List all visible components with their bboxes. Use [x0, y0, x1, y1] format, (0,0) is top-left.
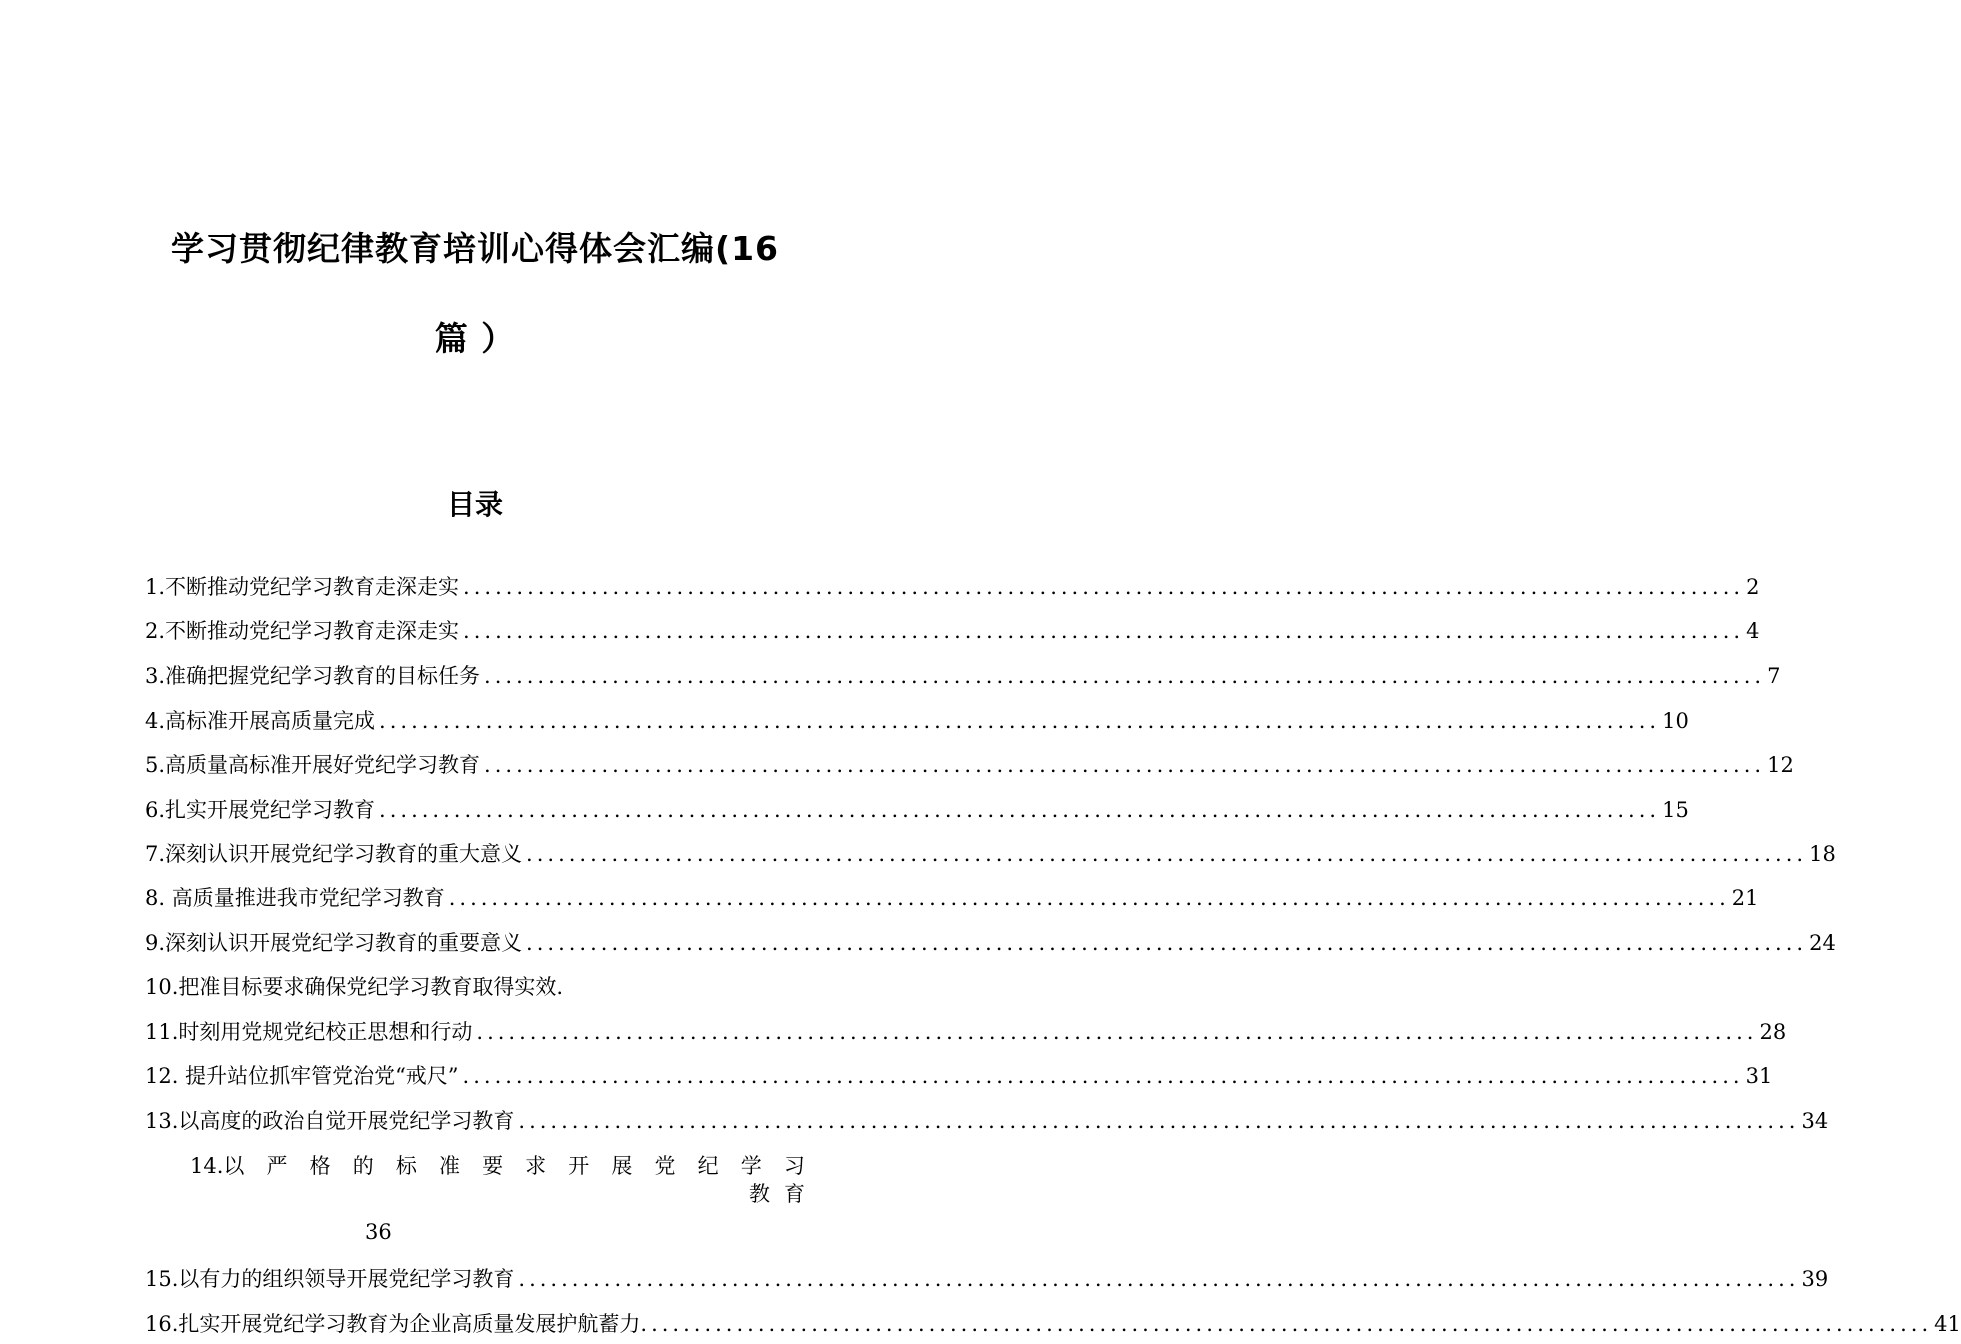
toc-leader-dots: ........................................................................................................................: [379, 709, 1661, 733]
toc-entry-label: 8. 高质量推进我市党纪学习教育: [145, 886, 445, 910]
toc-entry-14-word: 求: [525, 1154, 547, 1178]
toc-entry-14-word: 纪: [697, 1154, 719, 1178]
toc-leader-dots: ........................................................................................................................: [518, 1109, 1800, 1133]
toc-entry-page: 28: [1759, 1020, 1787, 1044]
toc-entry-14-word: 严: [266, 1154, 288, 1178]
toc-entry-label: 4.高标准开展高质量完成: [145, 709, 376, 733]
toc-entry-page: 12: [1767, 753, 1794, 777]
toc-entry-page: 10: [1662, 709, 1689, 733]
document-title-line2: 篇 ）: [434, 319, 516, 358]
toc-entry-label: 16.扎实开展党纪学习教育为企业高质量发展护航蓄力.: [145, 1312, 648, 1336]
toc-entry-5[interactable]: [145, 748, 1794, 780]
toc-entry-9[interactable]: [145, 926, 1836, 958]
toc-entry-14-page: 36: [365, 1220, 392, 1244]
toc-entry-14-word: 学: [740, 1154, 762, 1178]
toc-entry-7[interactable]: [145, 837, 1836, 869]
toc-entry-label: 1.不断推动党纪学习教育走深走实: [145, 575, 460, 599]
toc-entry-8[interactable]: [145, 881, 1759, 913]
toc-entry-14[interactable]: [190, 1152, 819, 1208]
toc-leader-dots: ........................................................................................................................: [651, 1312, 1933, 1336]
toc-entry-page: 31: [1745, 1064, 1773, 1088]
toc-entry-15[interactable]: [145, 1262, 1829, 1294]
toc-entry-page: 34: [1801, 1109, 1829, 1133]
toc-leader-dots: ........................................................................................................................: [526, 931, 1808, 955]
toc-entry-page: 2: [1746, 575, 1760, 599]
toc-entry-label: 15.以有力的组织领导开展党纪学习教育: [145, 1267, 515, 1291]
toc-entry-1[interactable]: [145, 570, 1760, 602]
toc-entry-label: 13.以高度的政治自觉开展党纪学习教育: [145, 1109, 515, 1133]
toc-leader-dots: ........................................................................................................................: [484, 753, 1766, 777]
toc-entry-page: 41: [1934, 1312, 1961, 1336]
toc-entry-label: 7.深刻认识开展党纪学习教育的重大意义: [145, 842, 523, 866]
toc-entry-14-word: 格: [309, 1154, 331, 1178]
toc-entry-page: 39: [1801, 1267, 1829, 1291]
toc-entry-14-word: 开: [568, 1154, 590, 1178]
toc-entry-page: 24: [1809, 931, 1836, 955]
toc-leader-dots: ........................................................................................................................: [462, 1064, 1744, 1088]
toc-leader-dots: ........................................................................................................................: [463, 575, 1745, 599]
toc-leader-dots: ........................................................................................................................: [379, 798, 1661, 822]
toc-entry-2[interactable]: [145, 614, 1760, 646]
toc-leader-dots: ........................................................................................................................: [476, 1020, 1758, 1044]
toc-entry-label: 9.深刻认识开展党纪学习教育的重要意义: [145, 931, 523, 955]
toc-entry-12[interactable]: [145, 1059, 1773, 1091]
toc-entry-page: 21: [1731, 886, 1759, 910]
toc-entry-10[interactable]: [145, 970, 805, 1002]
toc-entry-6[interactable]: [145, 793, 1689, 825]
toc-entry-14-word: 要: [482, 1154, 504, 1178]
toc-entry-label: 10.把准目标要求确保党纪学习教育取得实效.: [145, 975, 564, 999]
toc-leader-dots: ........................................................................................................................: [526, 842, 1808, 866]
toc-entry-3[interactable]: [145, 659, 1781, 691]
toc-entry-14-word: 党: [654, 1154, 676, 1178]
toc-entry-14-word: 14.以: [190, 1154, 245, 1178]
toc-entry-13[interactable]: [145, 1104, 1829, 1136]
toc-entry-14-row2: 教育: [749, 1182, 819, 1206]
toc-entry-label: 3.准确把握党纪学习教育的目标任务: [145, 664, 481, 688]
toc-leader-dots: ........................................................................................................................: [463, 619, 1745, 643]
toc-entry-14-word: 标: [395, 1154, 417, 1178]
toc-entry-16[interactable]: [145, 1307, 1961, 1339]
toc-entry-14-word: 习: [783, 1154, 805, 1178]
toc-leader-dots: ........................................................................................................................: [448, 886, 1730, 910]
toc-entry-page: 7: [1767, 664, 1781, 688]
toc-entry-14-word: 展: [611, 1154, 633, 1178]
toc-entry-page: 15: [1662, 798, 1689, 822]
toc-entry-14-word: 的: [352, 1154, 374, 1178]
toc-entry-page: 4: [1746, 619, 1760, 643]
toc-entry-label: 6.扎实开展党纪学习教育: [145, 798, 376, 822]
toc-entry-label: 5.高质量高标准开展好党纪学习教育: [145, 753, 481, 777]
toc-leader-dots: ........................................................................................................................: [518, 1267, 1800, 1291]
toc-entry-14-row1: [190, 1152, 805, 1180]
toc-heading: 目录: [446, 488, 503, 521]
toc-entry-label: 2.不断推动党纪学习教育走深走实: [145, 619, 460, 643]
toc-entry-label: 12. 提升站位抓牢管党治党“戒尺”: [145, 1064, 459, 1088]
toc-entry-label: 11.时刻用党规党纪校正思想和行动: [145, 1020, 473, 1044]
toc-entry-14-word: 准: [438, 1154, 460, 1178]
toc-entry-4[interactable]: [145, 704, 1689, 736]
document-title-line1: 学习贯彻纪律教育培训心得体会汇编(16: [170, 229, 779, 268]
toc-entry-11[interactable]: [145, 1015, 1787, 1047]
toc-leader-dots: ........................................................................................................................: [484, 664, 1766, 688]
toc-entry-page: 18: [1809, 842, 1836, 866]
